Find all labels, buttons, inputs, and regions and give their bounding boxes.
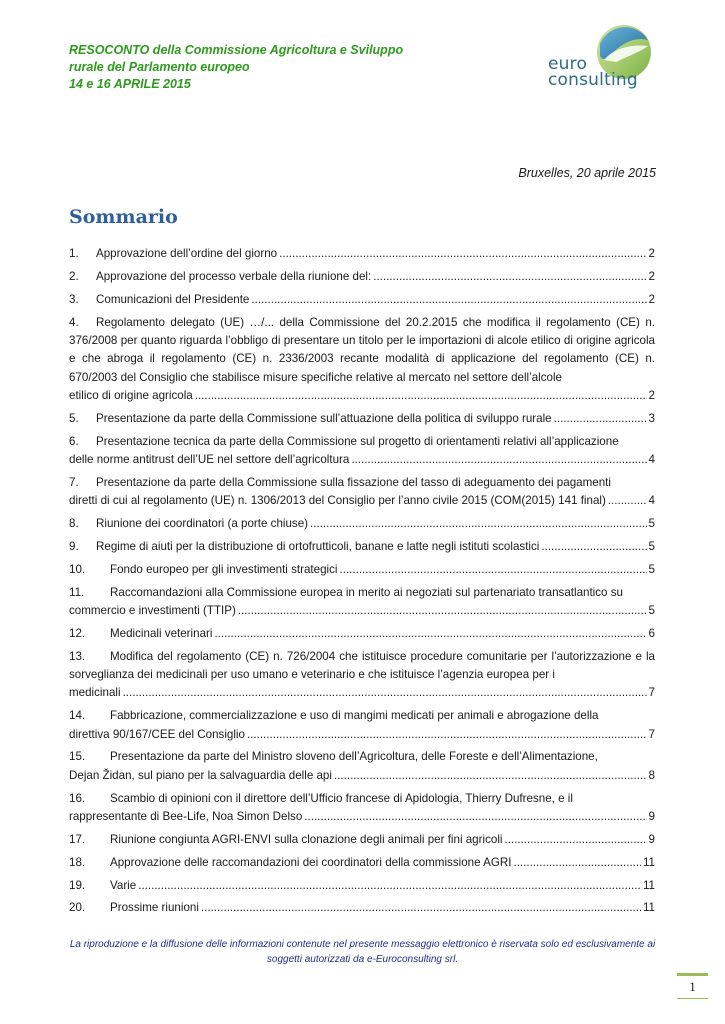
toc-entry-text: Prossime riunioni <box>110 901 199 915</box>
toc-entry-number: 18. <box>69 855 86 869</box>
toc-entry-text: Fondo europeo per gli investimenti strategici <box>110 562 338 576</box>
header-title-line: RESOCONTO della Commissione Agricoltura e Sviluppo <box>69 43 404 57</box>
toc-entry-text: Presentazione da parte del Ministro sloveno dell’Agricoltura, delle Foreste e dell’Alimentazione, <box>110 750 598 764</box>
toc-entry[interactable] <box>69 854 655 872</box>
toc-entry-text: Presentazione tecnica da parte della Commissione sul progetto di orientamenti relativi all’applicazione <box>96 434 619 448</box>
toc-entry[interactable] <box>69 474 655 511</box>
toc-entry-text: Presentazione da parte della Commissione sulla fissazione del tasso di adeguamento dei pagamenti <box>96 475 611 489</box>
dot-leader <box>340 561 647 579</box>
dot-leader <box>541 538 646 556</box>
toc-entry-number: 16. <box>69 791 86 805</box>
euroconsulting-logo <box>540 22 665 104</box>
toc-entry[interactable] <box>69 561 655 579</box>
toc-entry[interactable] <box>69 707 655 744</box>
toc-entry-number: 14. <box>69 709 86 723</box>
toc-entry-text: delle norme antitrust dell’UE nel settore dell’agricoltura <box>69 452 350 466</box>
header-title-line: 14 e 16 APRILE 2015 <box>69 77 191 91</box>
toc-entry[interactable] <box>69 515 655 533</box>
toc-entry-number: 9. <box>69 539 79 553</box>
toc-entry[interactable] <box>69 410 655 428</box>
toc-entry-text: Scambio di opinioni con il direttore dell’Ufficio francese di Apidologia, Thierry Dufresne, e il <box>110 791 573 805</box>
toc-entry-number: 3. <box>69 292 79 306</box>
toc-title: Sommario <box>69 206 178 228</box>
toc-entry-text: Raccomandazioni alla Commissione europea in merito ai negoziati sul partenariato transatlantico su <box>110 585 623 599</box>
dot-leader <box>310 515 647 533</box>
toc-entry-text: Varie <box>110 878 137 892</box>
toc-entry-number: 12. <box>69 626 86 640</box>
toc-entry-number: 20. <box>69 901 86 915</box>
dot-leader <box>123 684 647 702</box>
toc-entry-number: 4. <box>69 315 79 329</box>
dot-leader <box>251 291 646 309</box>
dot-leader <box>334 767 647 785</box>
logo-text-consulting: consulting <box>548 70 638 90</box>
dot-leader <box>513 854 640 872</box>
toc-entry-number: 7. <box>69 475 79 489</box>
toc-entry-text: Riunione congiunta AGRI-ENVI sulla clonazione degli animali per fini agricoli <box>110 832 503 846</box>
toc-entry-page: 9 <box>648 832 655 846</box>
page-number: 1 <box>677 973 708 999</box>
document-header-title <box>69 42 489 93</box>
toc-entry[interactable] <box>69 314 655 405</box>
toc-entry-number: 17. <box>69 832 86 846</box>
toc-entry[interactable] <box>69 584 655 621</box>
toc-entry-page: 5 <box>648 603 655 617</box>
toc-entry-page: 5 <box>648 562 655 576</box>
toc-entry[interactable] <box>69 291 655 309</box>
dot-leader <box>373 268 646 286</box>
toc-entry-page: 9 <box>648 809 655 823</box>
dot-leader <box>238 602 647 620</box>
toc-entry-page: 5 <box>648 539 655 553</box>
header-title-line: rurale del Parlamento europeo <box>69 60 250 74</box>
toc-entry-page: 5 <box>648 517 655 531</box>
toc-entry[interactable] <box>69 790 655 827</box>
dot-leader <box>201 899 641 917</box>
toc-entry-number: 13. <box>69 649 86 663</box>
dot-leader <box>351 451 646 469</box>
toc-entry-text: Riunione dei coordinatori (a porte chiuse) <box>96 517 309 531</box>
toc-entry-number: 19. <box>69 878 86 892</box>
toc-entry-text: Dejan Židan, sul piano per la salvaguardia delle api <box>69 768 332 782</box>
confidentiality-note-line: soggetti autorizzati da e-Euroconsulting srl. <box>266 954 459 965</box>
dot-leader <box>247 726 647 744</box>
toc-entry-text: Approvazione del processo verbale della riunione del: <box>96 269 372 283</box>
toc-entry[interactable] <box>69 245 655 263</box>
toc-entry-text: medicinali <box>69 686 121 700</box>
toc-entry-number: 15. <box>69 750 86 764</box>
toc-entry-page: 4 <box>648 494 655 508</box>
toc-entry[interactable] <box>69 625 655 643</box>
toc-entry-text: rappresentante di Bee-Life, Noa Simon Delso <box>69 809 303 823</box>
toc-entry-number: 6. <box>69 434 79 448</box>
toc-entry-page: 2 <box>648 388 655 402</box>
toc-entry-text: direttiva 90/167/CEE del Consiglio <box>69 727 245 741</box>
toc-entry-number: 1. <box>69 247 79 260</box>
table-of-contents <box>69 245 655 922</box>
toc-entry-page: 8 <box>648 768 655 782</box>
toc-entry-page: 2 <box>648 247 655 260</box>
toc-entry-text: Fabbricazione, commercializzazione e uso di mangimi medicati per animali e abrogazione della <box>110 709 599 723</box>
toc-entry-text: Medicinali veterinari <box>110 626 213 640</box>
toc-entry-page: 2 <box>648 292 655 306</box>
toc-entry[interactable] <box>69 748 655 785</box>
toc-entry-number: 2. <box>69 269 79 283</box>
toc-entry-page: 6 <box>648 626 655 640</box>
toc-entry-number: 10. <box>69 562 86 576</box>
confidentiality-note <box>60 937 665 967</box>
toc-entry-page: 11 <box>642 901 655 915</box>
logo-text-euro: euro <box>548 54 588 74</box>
dot-leader <box>608 492 647 510</box>
toc-entry-page: 7 <box>648 686 655 700</box>
toc-entry-text: Approvazione dell’ordine del giorno <box>96 247 278 260</box>
toc-entry-text: diretti di cui al regolamento (UE) n. 1306/2013 del Consiglio per l’anno civile 2015 (COM(2015) 141 final) <box>69 494 606 508</box>
toc-entry[interactable] <box>69 877 655 895</box>
toc-entry-text: Approvazione delle raccomandazioni dei coordinatori della commissione AGRI <box>110 855 512 869</box>
toc-entry[interactable] <box>69 538 655 556</box>
toc-entry-number: 11. <box>69 585 85 599</box>
document-date: Bruxelles, 20 aprile 2015 <box>518 166 656 180</box>
toc-entry-page: 7 <box>648 727 655 741</box>
dot-leader <box>554 410 647 428</box>
toc-entry[interactable] <box>69 433 655 470</box>
toc-entry-page: 2 <box>648 269 655 283</box>
toc-entry-page: 3 <box>648 411 655 425</box>
toc-entry-text: commercio e investimenti (TTIP) <box>69 603 236 617</box>
toc-entry-number: 5. <box>69 411 79 425</box>
toc-entry-page: 11 <box>642 855 655 869</box>
toc-entry[interactable] <box>69 648 655 703</box>
toc-entry[interactable] <box>69 268 655 286</box>
toc-entry-text: Regime di aiuti per la distribuzione di ortofrutticoli, banane e latte negli istituti scolastici <box>96 539 540 553</box>
dot-leader <box>195 387 647 405</box>
toc-entry-text: Comunicazioni del Presidente <box>96 292 250 306</box>
toc-entry-text: Presentazione da parte della Commissione sull’attuazione della politica di sviluppo rurale <box>96 411 552 425</box>
toc-entry-page: 4 <box>648 452 655 466</box>
toc-entry[interactable] <box>69 831 655 849</box>
toc-entry-page: 11 <box>642 878 655 892</box>
toc-entry-text: etilico di origine agricola <box>69 388 193 402</box>
toc-entry-number: 8. <box>69 517 79 531</box>
dot-leader <box>304 808 646 826</box>
dot-leader <box>214 625 646 643</box>
dot-leader <box>504 831 646 849</box>
dot-leader <box>138 877 641 895</box>
confidentiality-note-line: La riproduzione e la diffusione delle informazioni contenute nel presente messaggio elettronico è riservata solo ed esclusivamente ai <box>69 939 656 950</box>
dot-leader <box>279 245 646 263</box>
toc-entry-text: Modifica del regolamento (CE) n. 726/2004 che istituisce procedure comunitarie per l’autorizzazione e la sorveglianza dei medicinali per uso umano e veterinario e che istituisce l’agenzia europea per i <box>69 649 655 682</box>
toc-entry[interactable] <box>69 899 655 917</box>
toc-entry-text: Regolamento delegato (UE) …/... della Commissione del 20.2.2015 che modifica il regolamento (CE) n. 376/2008 per quanto riguarda l’obbligo di presentare un titolo per le importazioni di alcole etilico di origine agricola e che abroga il regolamento (CE) n. 2336/2003 recante modalità di applicazione del regolamento (CE) n. 670/2003 del Consiglio che stabilisce misure specifiche relative al mercato nel settore dell’alcole <box>69 315 655 384</box>
